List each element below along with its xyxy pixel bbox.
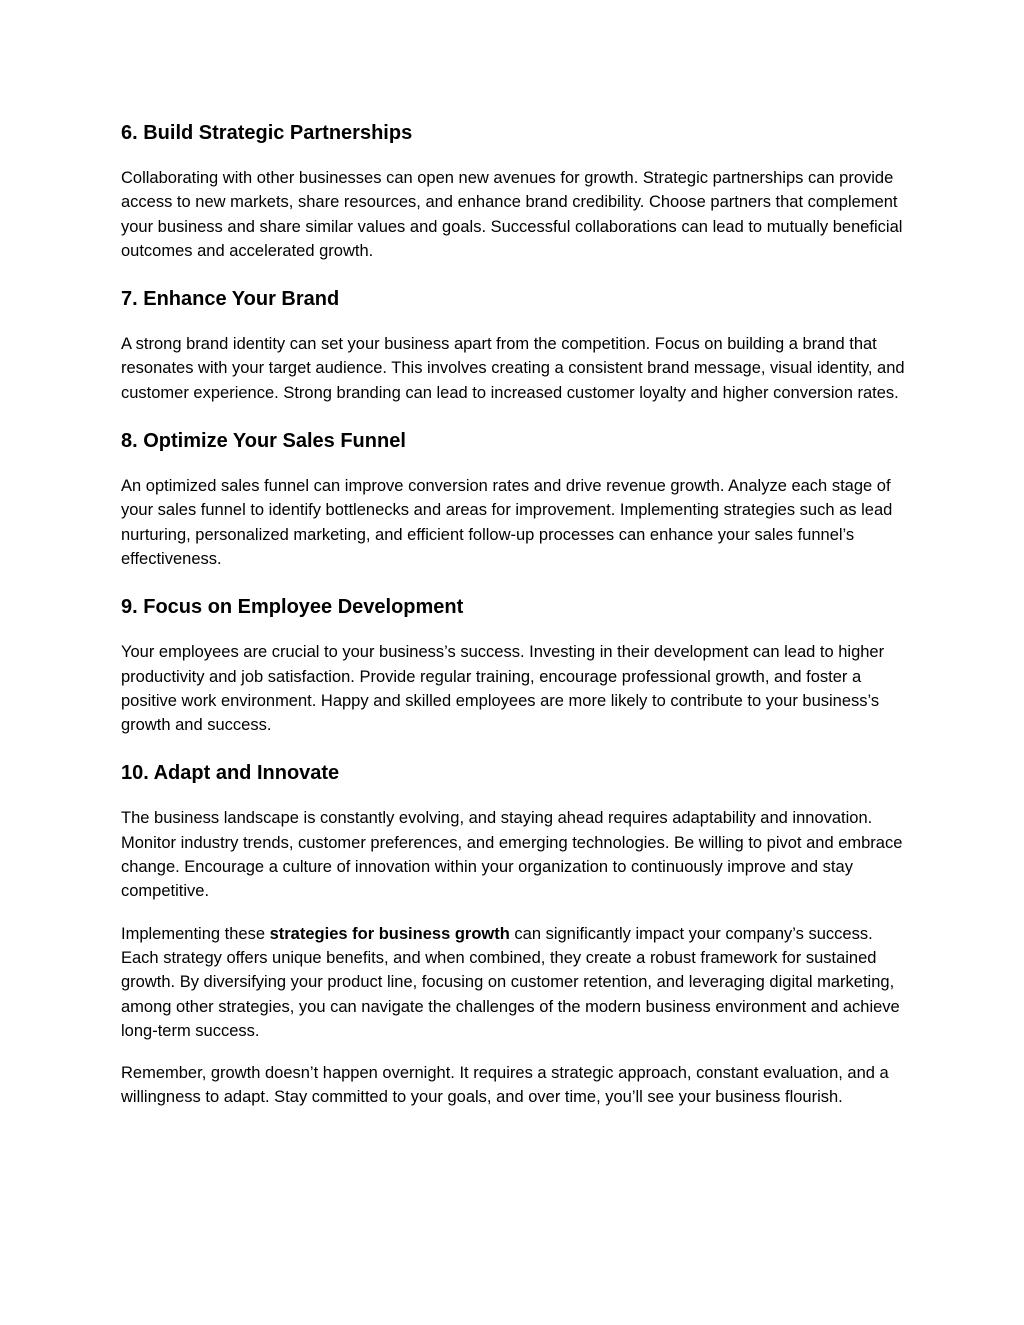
conclusion-bold-phrase: strategies for business growth [269, 924, 510, 943]
section-enhance-your-brand [121, 284, 911, 405]
section-heading: 8. Optimize Your Sales Funnel [121, 430, 406, 453]
conclusion-paragraph [121, 922, 911, 1043]
section-heading: 9. Focus on Employee Development [121, 596, 464, 619]
conclusion-rest: can significantly impact your company’s success. Each strategy offers unique benefits, and when combined, they create a robust framework for sustained growth. By diversifying your product line, focusing on customer retention, and leveraging digital marketing, among other strategies, you can navigate the challenges of the modern business environment and achieve long-term success. [121, 924, 900, 1040]
section-build-strategic-partnerships [121, 118, 911, 263]
section-adapt-and-innovate [121, 758, 911, 903]
section-body: A strong brand identity can set your business apart from the competition. Focus on building a brand that resonates with your target audience. This involves creating a consistent brand message, visual identity, and customer experience. Strong branding can lead to increased customer loyalty and higher conversion rates. [121, 335, 905, 402]
closing-paragraph: Remember, growth doesn’t happen overnight. It requires a strategic approach, constant evaluation, and a willingness to adapt. Stay committed to your goals, and over time, you’ll see your business flourish. [121, 1064, 889, 1107]
section-body: Your employees are crucial to your business’s success. Investing in their development can lead to higher productivity and job satisfaction. Provide regular training, encourage professional growth, and foster a positive work environment. Happy and skilled employees are more likely to contribute to your business’s growth and success. [121, 643, 885, 735]
section-employee-development [121, 592, 911, 737]
section-optimize-sales-funnel [121, 426, 911, 571]
section-heading: 7. Enhance Your Brand [121, 288, 340, 311]
section-heading: 10. Adapt and Innovate [121, 762, 340, 785]
conclusion-intro: Implementing these [121, 924, 270, 943]
section-body: Collaborating with other businesses can open new avenues for growth. Strategic partnerships can provide access to new markets, share resources, and enhance brand credibility. Choose partners that complement your business and share similar values and goals. Successful collaborations can lead to mutually beneficial outcomes and accelerated growth. [121, 169, 903, 260]
section-body: The business landscape is constantly evolving, and staying ahead requires adaptability and innovation. Monitor industry trends, customer preferences, and emerging technologies. Be willing to pivot and embrace change. Encourage a culture of innovation within your organization to continuously improve and stay competitive. [121, 809, 903, 901]
document-page [121, 118, 911, 1110]
section-body: An optimized sales funnel can improve conversion rates and drive revenue growth. Analyze each stage of your sales funnel to identify bottlenecks and areas for improvement. Implementing strategies such as lead nurturing, personalized marketing, and efficient follow-up processes can enhance your sales funnel’s effectiveness. [121, 477, 893, 568]
section-heading: 6. Build Strategic Partnerships [121, 122, 413, 144]
